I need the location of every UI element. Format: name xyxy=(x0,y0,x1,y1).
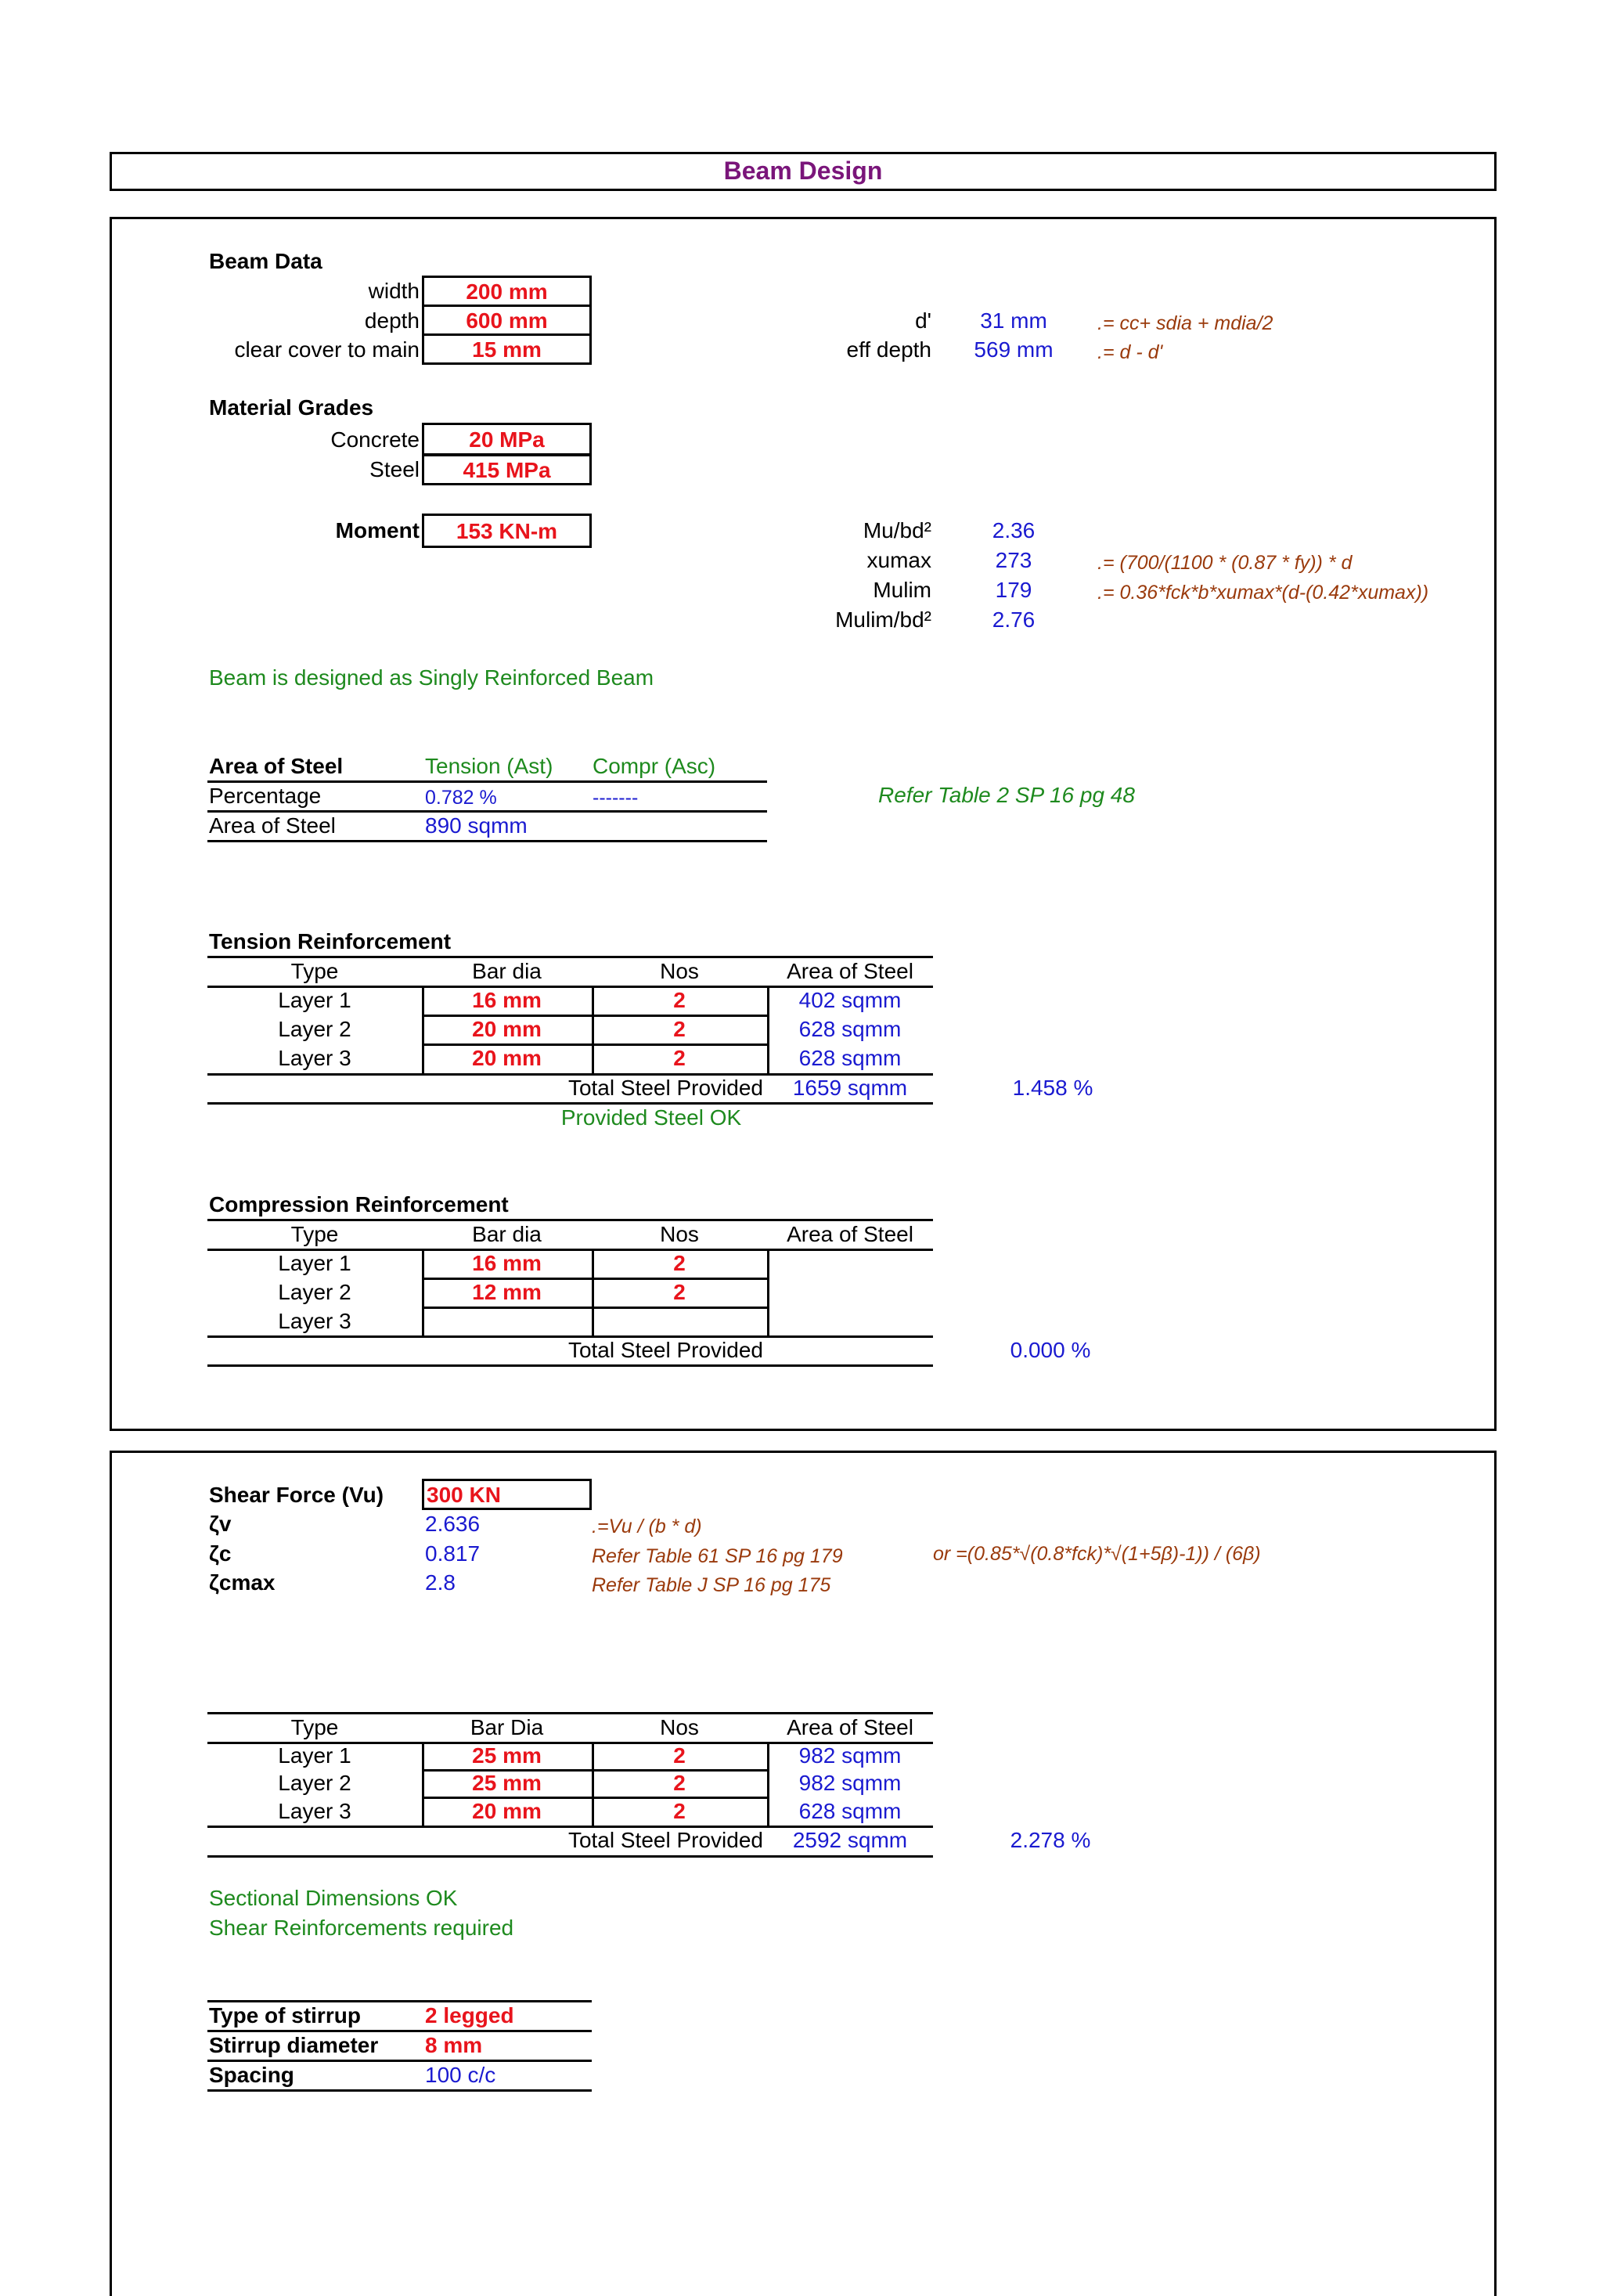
tension-row2-type: Layer 2 xyxy=(278,1017,351,1041)
effdepth-value: 569 mm xyxy=(974,337,1054,362)
tension-col-type: Type xyxy=(290,959,339,983)
shear-total-value: 2592 sqmm xyxy=(792,1828,908,1852)
tension-heading: Tension Reinforcement xyxy=(209,929,452,953)
tension-row1-dia[interactable]: 16 mm xyxy=(472,988,542,1012)
compression-row2-type: Layer 2 xyxy=(278,1280,351,1304)
tension-col-nos: Nos xyxy=(660,959,699,983)
effdepth-formula: .= d - d' xyxy=(1097,341,1163,363)
zcmax-value: 2.8 xyxy=(425,1570,456,1595)
shear-required-check: Shear Reinforcements required xyxy=(209,1916,514,1940)
width-input[interactable]: 200 mm xyxy=(422,276,592,307)
moment-label: Moment xyxy=(335,518,420,542)
tension-row2-nos[interactable]: 2 xyxy=(673,1017,686,1041)
tension-row2-dia[interactable]: 20 mm xyxy=(472,1017,542,1041)
shear-row1-type: Layer 1 xyxy=(278,1743,351,1768)
cover-label: clear cover to main xyxy=(234,337,420,362)
width-label: width xyxy=(368,279,420,303)
mulimbd-label: Mulim/bd² xyxy=(835,607,931,632)
tension-row1-nos[interactable]: 2 xyxy=(673,988,686,1012)
design-message: Beam is designed as Singly Reinforced Beam xyxy=(209,665,654,690)
aos-row1-compr: ------- xyxy=(593,787,639,809)
tension-row2-area: 628 sqmm xyxy=(798,1017,902,1041)
effdepth-label: eff depth xyxy=(846,337,931,362)
compression-col-nos: Nos xyxy=(660,1222,699,1246)
shear-row1-dia[interactable]: 25 mm xyxy=(472,1743,542,1768)
material-heading: Material Grades xyxy=(209,395,374,420)
compression-percent: 0.000 % xyxy=(1010,1338,1091,1362)
compression-col-type: Type xyxy=(290,1222,339,1246)
aos-row1-label: Percentage xyxy=(209,784,322,808)
stirrup-type-label: Type of stirrup xyxy=(209,2003,361,2027)
tension-col-area: Area of Steel xyxy=(787,959,913,983)
compression-rule-r2 xyxy=(422,1307,767,1309)
aos-heading: Area of Steel xyxy=(209,754,344,778)
mulim-value: 179 xyxy=(995,578,1032,602)
steel-input[interactable]: 415 MPa xyxy=(422,454,592,485)
zv-formula: .=Vu / (b * d) xyxy=(592,1516,702,1537)
cover-input[interactable]: 15 mm xyxy=(422,333,592,365)
aos-row2-label: Area of Steel xyxy=(209,813,336,838)
dprime-label: d' xyxy=(915,308,931,333)
compression-total-label: Total Steel Provided xyxy=(567,1338,763,1362)
shear-row1-nos[interactable]: 2 xyxy=(673,1743,686,1768)
xumax-formula: .= (700/(1100 * (0.87 * fy)) * d xyxy=(1097,552,1353,574)
tension-total-value: 1659 sqmm xyxy=(792,1076,908,1100)
shear-label: Shear Force (Vu) xyxy=(209,1483,384,1507)
xumax-label: xumax xyxy=(866,548,931,572)
compression-heading: Compression Reinforcement xyxy=(209,1192,509,1216)
shear-row3-dia[interactable]: 20 mm xyxy=(472,1799,542,1823)
shear-row2-type: Layer 2 xyxy=(278,1771,351,1795)
zc-reference: Refer Table 61 SP 16 pg 179 xyxy=(592,1545,843,1567)
aos-reference: Refer Table 2 SP 16 pg 48 xyxy=(878,783,1135,807)
mubd-value: 2.36 xyxy=(992,518,1036,542)
shear-row3-area: 628 sqmm xyxy=(798,1799,902,1823)
zv-label: ζv xyxy=(209,1512,232,1536)
compression-col-dia: Bar dia xyxy=(472,1222,542,1246)
shear-percent: 2.278 % xyxy=(1010,1828,1091,1852)
tension-col-dia: Bar dia xyxy=(472,959,542,983)
tension-row1-area: 402 sqmm xyxy=(798,988,902,1012)
moment-input[interactable]: 153 KN-m xyxy=(422,514,592,548)
shear-row2-nos[interactable]: 2 xyxy=(673,1771,686,1795)
shear-row3-type: Layer 3 xyxy=(278,1799,351,1823)
mubd-label: Mu/bd² xyxy=(863,518,931,542)
mulim-formula: .= 0.36*fck*b*xumax*(d-(0.42*xumax)) xyxy=(1097,582,1429,604)
compression-row3-type: Layer 3 xyxy=(278,1309,351,1333)
tension-percent: 1.458 % xyxy=(1012,1076,1093,1100)
mulimbd-value: 2.76 xyxy=(992,607,1036,632)
aos-col-compr: Compr (Asc) xyxy=(593,754,716,778)
concrete-label: Concrete xyxy=(330,427,420,452)
compression-vline-3 xyxy=(767,1249,769,1337)
tension-total-label: Total Steel Provided xyxy=(567,1076,763,1100)
zcmax-reference: Refer Table J SP 16 pg 175 xyxy=(592,1574,831,1596)
steel-label: Steel xyxy=(369,457,420,481)
stirrup-type-value[interactable]: 2 legged xyxy=(425,2003,514,2027)
shear-row2-area: 982 sqmm xyxy=(798,1771,902,1795)
compression-rule-bottom xyxy=(207,1364,933,1367)
shear-col-dia: Bar Dia xyxy=(470,1715,544,1739)
aos-rule-3 xyxy=(207,840,767,842)
zc-label: ζc xyxy=(209,1541,232,1566)
tension-row3-nos[interactable]: 2 xyxy=(673,1046,686,1070)
compression-row1-dia[interactable]: 16 mm xyxy=(472,1251,542,1275)
xumax-value: 273 xyxy=(995,548,1032,572)
concrete-input[interactable]: 20 MPa xyxy=(422,423,592,456)
sectional-check: Sectional Dimensions OK xyxy=(209,1886,458,1910)
aos-row2-tension: 890 sqmm xyxy=(425,813,528,838)
shear-col-type: Type xyxy=(290,1715,339,1739)
tension-row3-type: Layer 3 xyxy=(278,1046,351,1070)
depth-label: depth xyxy=(364,308,420,333)
compression-row1-type: Layer 1 xyxy=(278,1251,351,1275)
zv-value: 2.636 xyxy=(425,1512,481,1536)
tension-status: Provided Steel OK xyxy=(560,1105,742,1130)
stirrup-spacing-label: Spacing xyxy=(209,2063,294,2087)
zc-alt-formula: or =(0.85*√(0.8*fck)*√(1+5β)-1)) / (6β) xyxy=(933,1543,1261,1565)
stirrup-dia-label: Stirrup diameter xyxy=(209,2033,379,2057)
zc-value: 0.817 xyxy=(425,1541,481,1566)
compression-row2-nos[interactable]: 2 xyxy=(673,1280,686,1304)
shear-table-rule-bottom xyxy=(207,1855,933,1858)
tension-row3-dia[interactable]: 20 mm xyxy=(472,1046,542,1070)
compression-col-area: Area of Steel xyxy=(787,1222,913,1246)
shear-input[interactable]: 300 KN xyxy=(422,1479,592,1510)
stirrup-rule-bottom xyxy=(207,2089,592,2092)
shear-col-area: Area of Steel xyxy=(787,1715,913,1739)
depth-input[interactable]: 600 mm xyxy=(422,305,592,336)
compression-row2-dia[interactable]: 12 mm xyxy=(472,1280,542,1304)
stirrup-spacing-value: 100 c/c xyxy=(425,2063,496,2087)
tension-row1-type: Layer 1 xyxy=(278,988,351,1012)
dprime-value: 31 mm xyxy=(980,308,1047,333)
aos-col-tension: Tension (Ast) xyxy=(425,754,553,778)
zcmax-label: ζcmax xyxy=(209,1570,276,1595)
tension-row3-area: 628 sqmm xyxy=(798,1046,902,1070)
shear-row1-area: 982 sqmm xyxy=(798,1743,902,1768)
aos-row1-tension: 0.782 % xyxy=(425,787,497,809)
shear-col-nos: Nos xyxy=(660,1715,699,1739)
dprime-formula: .= cc+ sdia + mdia/2 xyxy=(1097,312,1273,334)
page-title: Beam Design xyxy=(723,157,883,185)
stirrup-dia-value[interactable]: 8 mm xyxy=(425,2033,483,2057)
compression-row1-nos[interactable]: 2 xyxy=(673,1251,686,1275)
beam-data-heading: Beam Data xyxy=(209,249,322,273)
shear-total-label: Total Steel Provided xyxy=(567,1828,763,1852)
shear-row2-dia[interactable]: 25 mm xyxy=(472,1771,542,1795)
mulim-label: Mulim xyxy=(873,578,931,602)
shear-row3-nos[interactable]: 2 xyxy=(673,1799,686,1823)
